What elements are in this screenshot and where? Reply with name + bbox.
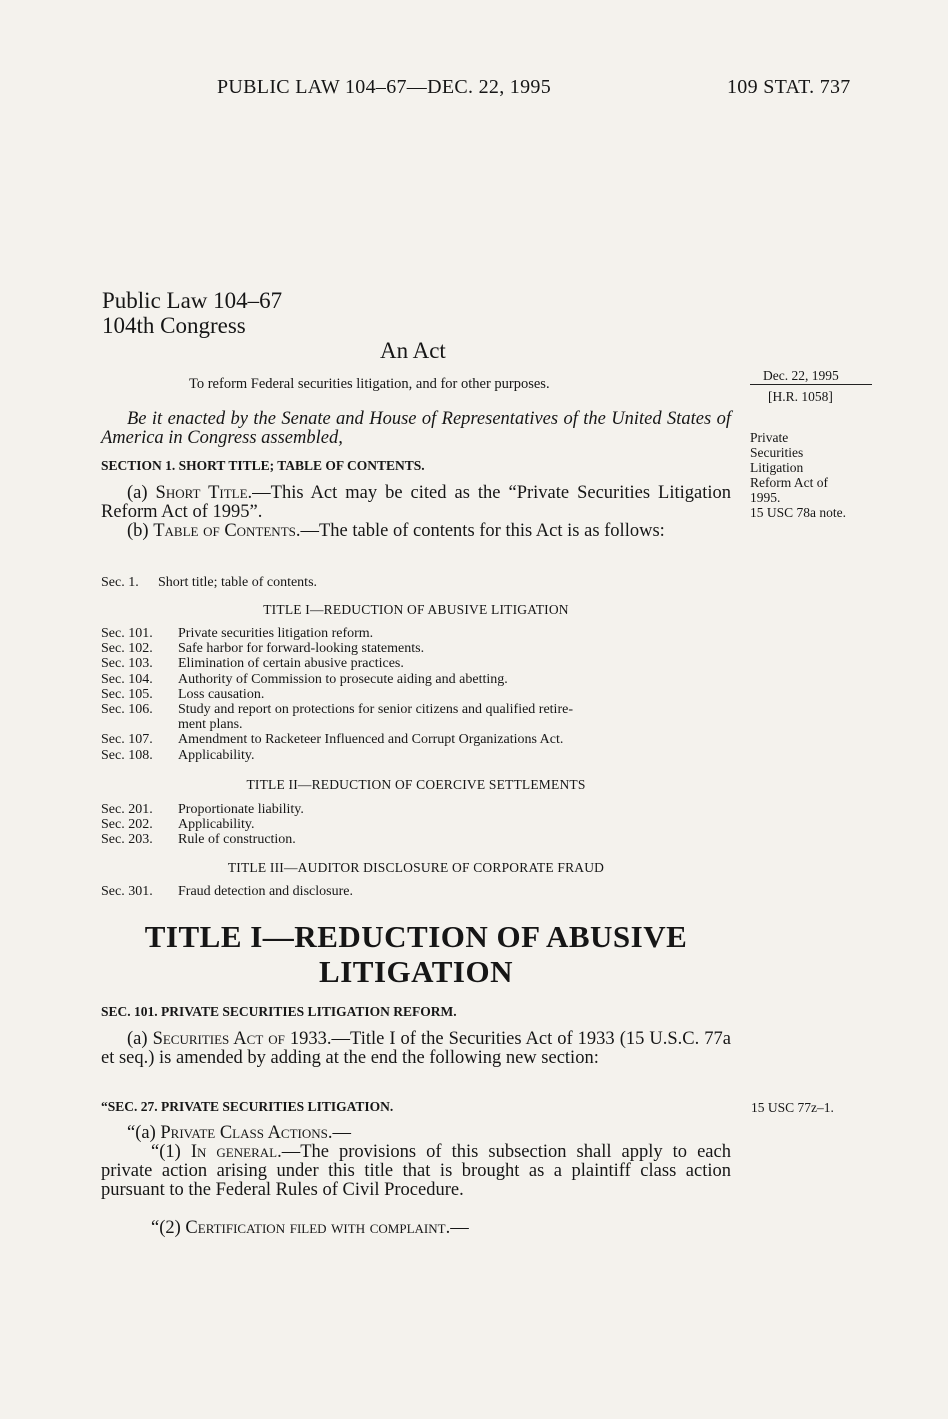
paragraph-label: “(1) [151, 1142, 191, 1162]
section1-subsection-a [101, 484, 731, 522]
section1-subsection-b [101, 522, 731, 541]
sec27-paragraph-1 [101, 1143, 731, 1200]
toc-sec-text: Applicability. [178, 747, 255, 763]
toc-sec-number: Sec. 202. [101, 817, 153, 833]
subsection-text: .—Title I of the Securities Act of 1933 (15 U.S.C. 77a et seq.) is amended by adding at the end the following new section: [101, 1029, 731, 1068]
paragraph-label: “(2) [151, 1218, 186, 1238]
toc-row [101, 884, 731, 899]
toc-sec-text: Safe harbor for forward-looking statements. [178, 641, 425, 657]
toc-sec-number: Sec. 108. [101, 747, 153, 763]
subsection-label: (b) [127, 521, 154, 541]
margin-usc-note: 15 USC 78a note. [750, 505, 846, 520]
toc-sec-text: Rule of construction. [178, 832, 296, 848]
subsection-label: (a) [127, 483, 156, 503]
toc-row [101, 817, 731, 832]
toc-sec-number: Sec. 107. [101, 732, 153, 748]
toc-row [101, 687, 731, 702]
toc-sec-text: Amendment to Racketeer Influenced and Corrupt Organizations Act. [178, 732, 564, 748]
toc-sec-text: Proportionate liability. [178, 802, 304, 817]
toc-row [101, 626, 731, 641]
toc-row [101, 748, 731, 763]
toc-sec-number: Sec. 104. [101, 671, 153, 687]
paragraph-text: .— [445, 1218, 469, 1238]
subsection-text: .—The table of contents for this Act is as follows: [295, 521, 665, 541]
margin-bill-number: [H.R. 1058] [768, 389, 833, 404]
subsection-caption: Table of Contents [153, 521, 296, 541]
margin-note-line: Litigation [750, 460, 804, 475]
congress-number: 104th Congress [102, 313, 246, 338]
margin-note-line: Securities [750, 445, 804, 460]
toc-row [101, 656, 731, 671]
subsection-caption: Private Class Actions [160, 1123, 328, 1143]
margin-short-title-note [750, 430, 846, 520]
subsection-label: “(a) [127, 1123, 161, 1143]
toc-sec-number: Sec. 105. [101, 686, 153, 702]
toc-sec-text: Study and report on protections for senior citizens and qualified retire- [178, 702, 573, 718]
toc-sec-text: Loss causation. [178, 686, 265, 702]
toc-sec-number: Sec. 201. [101, 802, 153, 817]
subsection-label: (a) [127, 1029, 153, 1049]
toc-title1-list [101, 626, 731, 763]
toc-sec-number: Sec. 102. [101, 641, 153, 657]
sec27-paragraph-2 [101, 1219, 731, 1238]
toc-sec-text: Fraud detection and disclosure. [178, 884, 353, 899]
law-number: Public Law 104–67 [102, 288, 283, 313]
toc-title2: TITLE II—REDUCTION OF COERCIVE SETTLEMENTS [246, 777, 586, 792]
toc-sec-number: Sec. 1. [101, 575, 139, 590]
paragraph-text: .—The provisions of this subsection shall apply to each private action arising under this title that is brought as a plaintiff class action pursuant to the Federal Rules of Civil Procedure. [101, 1142, 731, 1200]
margin-note-line: 1995. [750, 490, 781, 505]
toc-row [101, 641, 731, 656]
toc-sec-text-continued: ment plans. [178, 717, 243, 733]
paragraph-caption: Certification filed with complaint [185, 1218, 446, 1238]
toc-sec-number: Sec. 101. [101, 626, 153, 641]
toc-title1: TITLE I—REDUCTION OF ABUSIVE LITIGATION [263, 602, 569, 617]
margin-date: Dec. 22, 1995 [763, 368, 839, 383]
margin-sec27-note: 15 USC 77z–1. [751, 1100, 834, 1115]
subsection-caption: Securities Act of 1933 [152, 1029, 327, 1049]
sec101-heading: SEC. 101. PRIVATE SECURITIES LITIGATION REFORM. [101, 1004, 457, 1019]
toc-sec1 [101, 575, 731, 590]
margin-note-line: Reform Act of [750, 475, 828, 490]
toc-row [101, 702, 731, 717]
toc-sec-text: Authority of Commission to prosecute aiding and abetting. [178, 671, 508, 687]
toc-sec-number: Sec. 203. [101, 832, 153, 848]
toc-title3: TITLE III—AUDITOR DISCLOSURE OF CORPORATE FRAUD [227, 860, 605, 875]
margin-note-line: Private [750, 430, 789, 445]
toc-sec-number: Sec. 301. [101, 884, 153, 899]
toc-row [101, 802, 731, 817]
toc-sec-text: Applicability. [178, 817, 255, 833]
subsection-text: .— [327, 1123, 351, 1143]
subsection-caption: Short Title [155, 483, 248, 503]
toc-row [101, 672, 731, 687]
subsection-text: .—This Act may be cited as the “Private Securities Litigation Reform Act of 1995”. [101, 483, 731, 522]
title1-heading-line: TITLE I—REDUCTION OF ABUSIVE [144, 919, 688, 954]
act-purpose: To reform Federal securities litigation, and for other purposes. [189, 376, 550, 392]
section1-heading: SECTION 1. SHORT TITLE; TABLE OF CONTENTS. [101, 458, 425, 473]
page-number: 109 STAT. 737 [727, 76, 851, 98]
act-heading: An Act [380, 338, 446, 363]
margin-rule [750, 384, 872, 385]
toc-title2-list [101, 802, 731, 848]
toc-sec-text: Short title; table of contents. [158, 575, 318, 590]
toc-sec-number: Sec. 106. [101, 702, 153, 718]
title1-heading-line: LITIGATION [319, 954, 513, 989]
sec101-subsection-a [101, 1030, 731, 1068]
toc-sec-number: Sec. 103. [101, 656, 153, 672]
toc-sec-text: Private securities litigation reform. [178, 626, 374, 641]
title1-heading [101, 919, 731, 989]
paragraph-caption: In general [190, 1142, 278, 1162]
running-header-left: PUBLIC LAW 104–67—DEC. 22, 1995 [217, 76, 551, 98]
sec27-heading: “SEC. 27. PRIVATE SECURITIES LITIGATION. [101, 1099, 394, 1114]
toc-sec-text: Elimination of certain abusive practices. [178, 656, 404, 672]
toc-row [101, 732, 731, 747]
sec27-subsection-a [101, 1124, 731, 1143]
enacting-clause: Be it enacted by the Senate and House of Representatives of the United States of America in Congress assembled, [101, 409, 731, 448]
toc-row [101, 832, 731, 847]
toc-title3-list [101, 884, 731, 899]
